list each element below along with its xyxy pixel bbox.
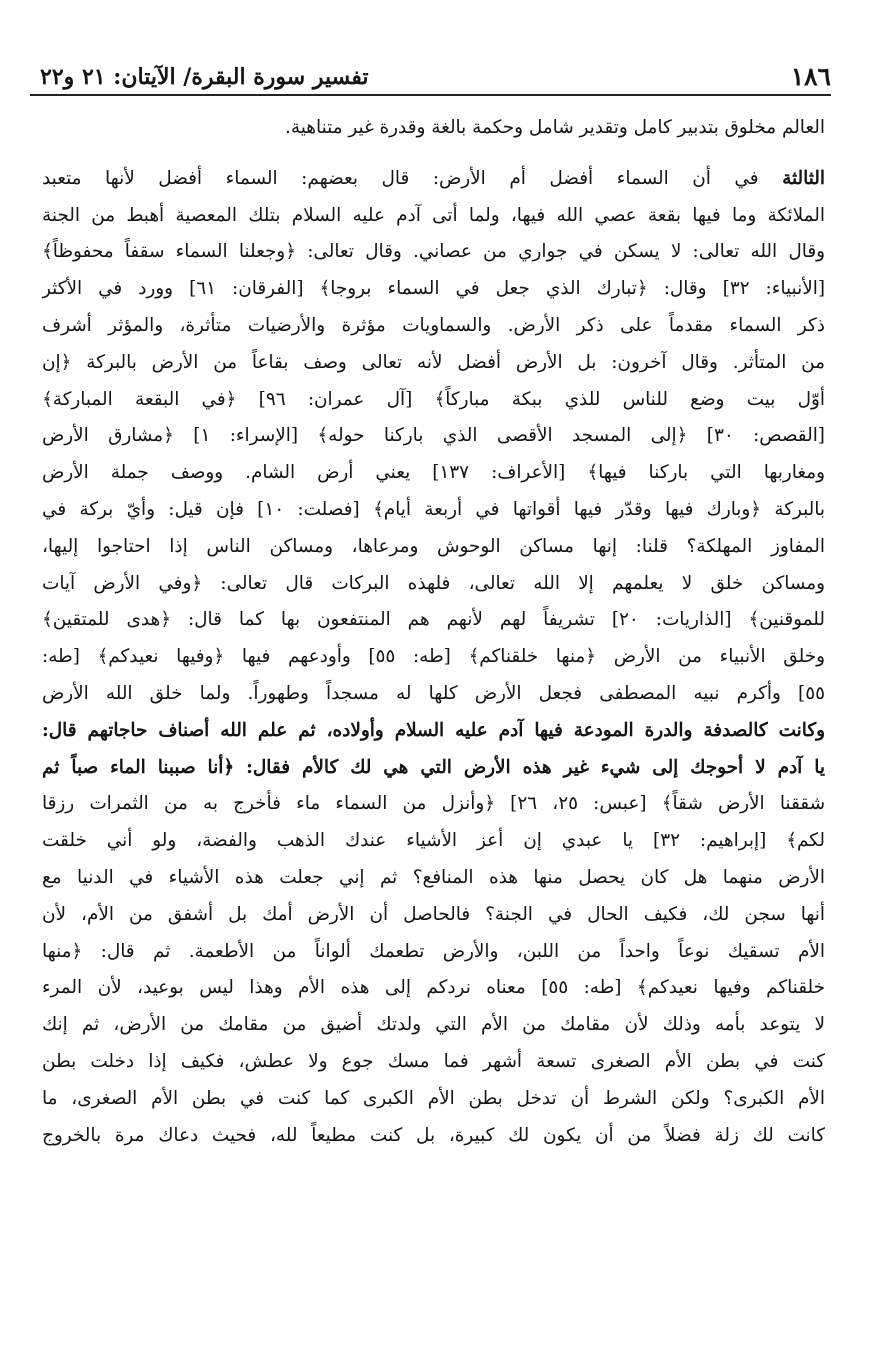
text-line: كنت في بطن الأم الصغرى تسعة أشهر فما مسك جوع ولا عطش، فكيف إذا دخلت بطن <box>42 1050 825 1072</box>
text-line: الأم تسقيك نوعاً واحداً من اللبن، والأرض تطعمك ألواناً من الأطعمة. ثم قال: ﴿منها <box>42 940 825 962</box>
text-line: للموقنين﴾ [الذاريات: ٢٠] تشريفاً لهم لأنهم هم المنتفعون بها كما قال: ﴿هدى للمتقين﴾ <box>42 609 825 631</box>
text-line: الأرض منهما هل كان يحصل منها هذه المنافع؟ ثم إني جعلت هذه الأشياء في الدنيا مع <box>42 866 825 888</box>
text-line: أوّل بيت وضع للناس للذي ببكة مباركاً﴾ [آل عمران: ٩٦] ﴿في البقعة المباركة﴾ <box>42 388 825 410</box>
section-label: الثالثة <box>782 167 825 189</box>
text-line <box>42 161 825 198</box>
text-line: الملائكة وما فيها بقعة عصي الله فيها، ولما أتى آدم عليه السلام بتلك المعصية أهبط من الجنة <box>42 204 825 226</box>
text-line: ومغاربها التي باركنا فيها﴾ [الأعراف: ١٣٧] يعني أرض الشام. ووصف جملة الأرض <box>42 462 825 484</box>
text-line: بالبركة ﴿وبارك فيها وقدّر فيها أقواتها في أربعة أيام﴾ [فصلت: ١٠] فإن قيل: وأيّ بركة في <box>42 498 825 520</box>
text-line-rest: في أن السماء أفضل أم الأرض: قال بعضهم: السماء أفضل لأنها متعبد <box>42 167 759 189</box>
header-rule <box>30 94 831 96</box>
text-line: لا يتوعد بأمه وذلك لأن مقامك من الأم التي ولدتك أضيق من مقامك من الأرض، ثم إنك <box>42 1014 825 1036</box>
text-line: الأم الكبرى؟ ولكن الشرط أن تدخل بطن الأم الكبرى كما كنت في بطن الأم الصغرى، ما <box>42 1087 825 1109</box>
page-number: ١٨٦ <box>790 62 831 91</box>
text-line: كانت لك زلة فضلاً من أن يكون لك كبيرة، بل كنت مطيعاً لله، فحيث دعاك مرة بالخروج <box>42 1124 825 1146</box>
text-line: أنها سجن لك، فكيف الحال في الجنة؟ فالحاصل أن الأرض أمك بل أشفق من الأم، لأن <box>42 903 825 925</box>
text-line: ٥٥] وأكرم نبيه المصطفى فجعل الأرض كلها له مسجداً وطهوراً. ولما خلق الله الأرض <box>42 682 825 704</box>
text-line: وكانت كالصدفة والدرة المودعة فيها آدم عليه السلام وأولاده، ثم علم الله أصناف حاجاتهم قال: <box>42 719 825 741</box>
text-line: ومساكن خلق لا يعلمهم إلا الله تعالى، فلهذه البركات قال تعالى: ﴿وفي الأرض آيات <box>42 572 825 594</box>
text-line: خلقناكم وفيها نعيدكم﴾ [طه: ٥٥] معناه نردكم إلى هذه الأم وهذا ليس بوعيد، لأن المرء <box>42 977 825 999</box>
text-line: [الأنبياء: ٣٢] وقال: ﴿تبارك الذي جعل في السماء بروجا﴾ [الفرقان: ٦١] وورد في الأكثر <box>42 278 825 300</box>
text-line: لكم﴾ [إبراهيم: ٣٢] يا عبدي إن أعز الأشياء عندك الذهب والفضة، ولو أني خلقت <box>42 830 825 852</box>
text-line: المفاوز المهلكة؟ قلنا: إنها مساكن الوحوش ومرعاها، ومساكن الناس إذا احتاجوا إليها، <box>42 535 825 557</box>
text-line: وقال الله تعالى: لا يسكن في جواري من عصاني. وقال تعالى: ﴿وجعلنا السماء سقفاً محفوظاً﴾ <box>42 241 825 263</box>
text-line: يا آدم لا أحوجك إلى شيء غير هذه الأرض التي هي لك كالأم فقال: ﴿أنا صببنا الماء صباً ثم <box>42 756 825 778</box>
text-line: وخلق الأنبياء من الأرض ﴿منها خلقناكم﴾ [طه: ٥٥] وأودعهم فيها ﴿وفيها نعيدكم﴾ [طه: <box>42 646 825 668</box>
text-line: شققنا الأرض شقاً﴾ [عبس: ٢٥، ٢٦] ﴿وأنزل من السماء ماء فأخرج به من الثمرات رزقا <box>42 793 825 815</box>
paragraph-gap <box>42 147 825 161</box>
text-line: [القصص: ٣٠] ﴿إلى المسجد الأقصى الذي باركنا حوله﴾ [الإسراء: ١] ﴿مشارق الأرض <box>42 425 825 447</box>
page-header <box>40 52 831 92</box>
text-line: العالم مخلوق بتدبير كامل وتقدير شامل وحكمة بالغة وقدرة غير متناهية. <box>285 117 825 138</box>
running-title: تفسير سورة البقرة/ الآيتان: ٢١ و٢٢ <box>40 64 369 90</box>
text-line: من المتأثر. وقال آخرون: بل الأرض أفضل لأنه تعالى وصف بقاعاً من الأرض بالبركة ﴿إن <box>42 351 825 373</box>
body-text <box>42 110 825 1154</box>
text-line: ذكر السماء مقدماً على ذكر الأرض. والسماويات مؤثرة والأرضيات متأثرة، والمؤثر أشرف <box>42 314 825 336</box>
